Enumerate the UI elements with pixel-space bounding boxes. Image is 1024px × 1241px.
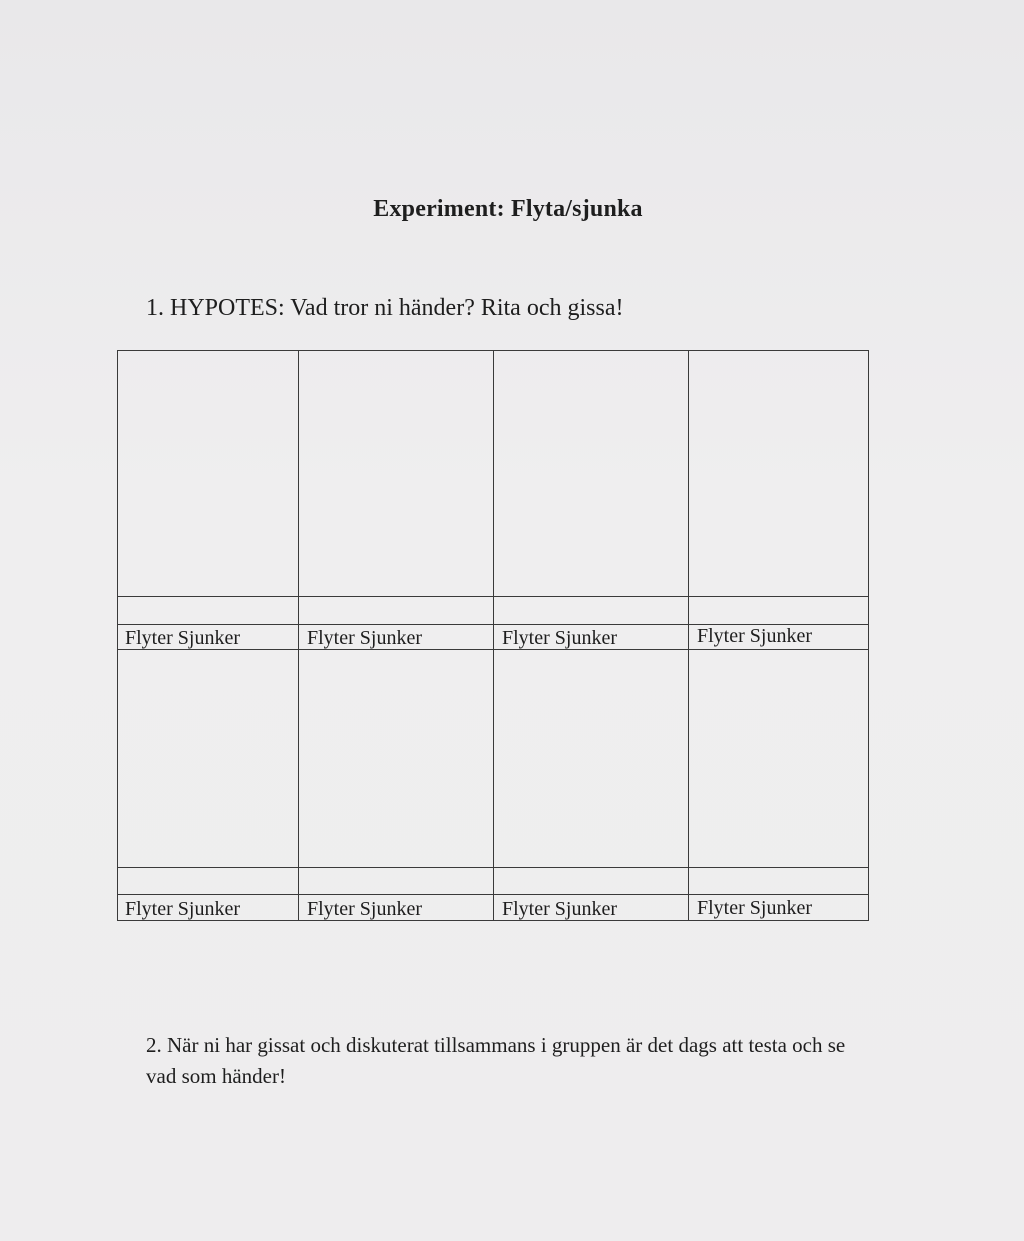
- drawing-box[interactable]: [298, 649, 494, 868]
- hypothesis-prompt: 1. HYPOTES: Vad tror ni händer? Rita och gissa!: [146, 295, 624, 321]
- answer-row: [688, 596, 869, 625]
- float-sink-choice[interactable]: Flyter Sjunker: [125, 627, 240, 649]
- float-sink-choice[interactable]: Flyter Sjunker: [307, 898, 422, 920]
- float-sink-choice[interactable]: Flyter Sjunker: [697, 625, 812, 647]
- answer-row: [493, 867, 689, 895]
- float-sink-choice[interactable]: Flyter Sjunker: [502, 898, 617, 920]
- answer-row: [298, 596, 494, 625]
- float-sink-choice[interactable]: Flyter Sjunker: [502, 627, 617, 649]
- answer-row: [688, 867, 869, 895]
- float-sink-choice[interactable]: Flyter Sjunker: [697, 897, 812, 919]
- answer-row: [298, 867, 494, 895]
- hypothesis-grid: [117, 350, 869, 921]
- answer-row: [117, 596, 299, 625]
- instruction-text: 2. När ni har gissat och diskuterat tillsammans i gruppen är det dags att testa och se vad som händer!: [146, 1033, 846, 1088]
- drawing-box[interactable]: [117, 350, 299, 597]
- drawing-box[interactable]: [298, 350, 494, 597]
- divider: [298, 624, 299, 650]
- divider: [493, 624, 494, 650]
- page-title: Experiment: Flyta/sjunka: [373, 196, 643, 222]
- drawing-box[interactable]: [493, 350, 689, 597]
- float-sink-choice[interactable]: Flyter Sjunker: [307, 627, 422, 649]
- divider: [688, 624, 689, 650]
- answer-row: [117, 867, 299, 895]
- float-sink-choice[interactable]: Flyter Sjunker: [125, 898, 240, 920]
- drawing-box[interactable]: [493, 649, 689, 868]
- drawing-box[interactable]: [688, 649, 869, 868]
- drawing-box[interactable]: [117, 649, 299, 868]
- answer-row: [493, 596, 689, 625]
- drawing-box[interactable]: [688, 350, 869, 597]
